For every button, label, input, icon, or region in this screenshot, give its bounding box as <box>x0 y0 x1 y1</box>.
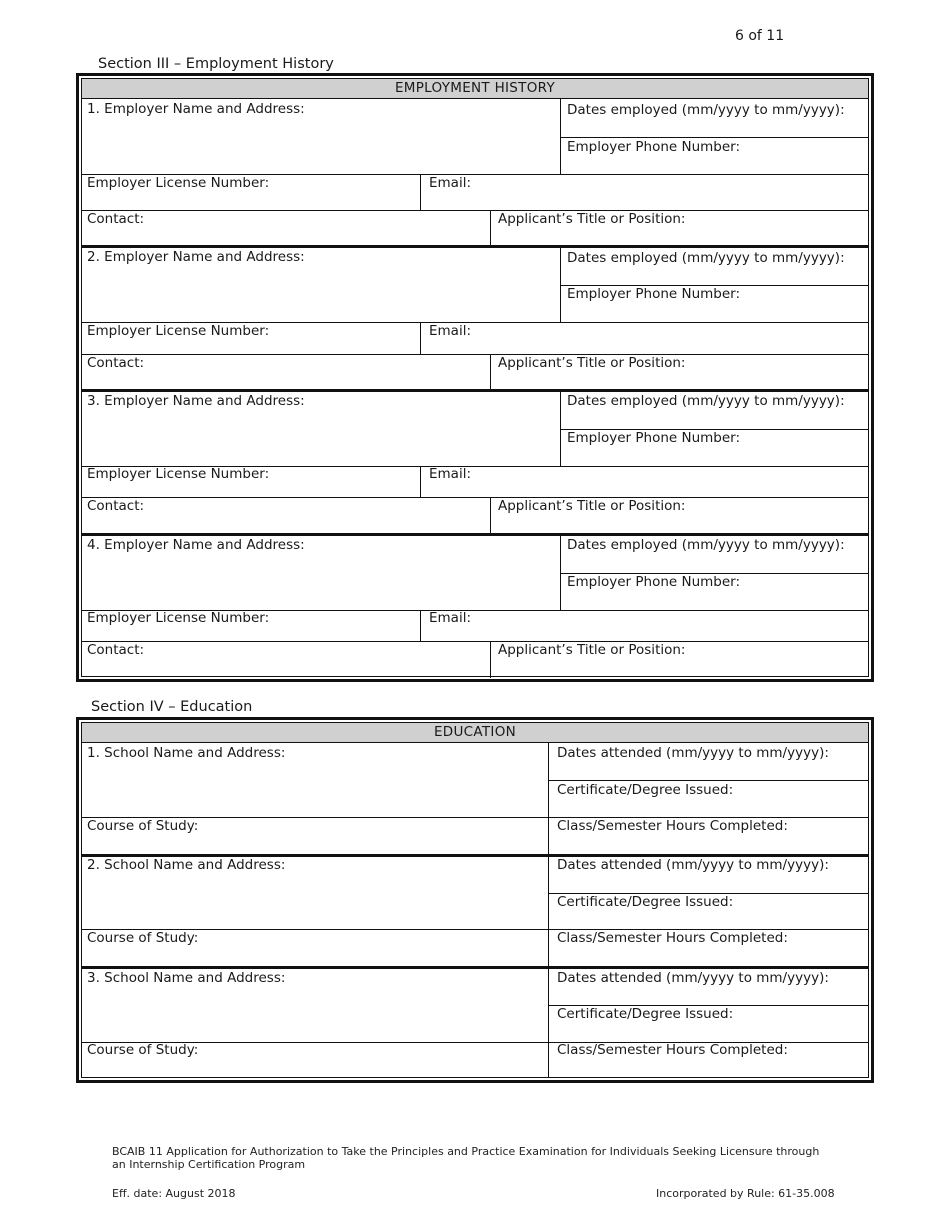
email-field[interactable] <box>424 466 824 483</box>
contact-label: Contact: <box>87 642 145 658</box>
semester-hours-field[interactable] <box>552 818 862 835</box>
semester-hours-field[interactable] <box>552 1042 862 1059</box>
education-section-title: Section IV – Education <box>91 699 253 715</box>
email-label: Email: <box>429 466 472 482</box>
course-of-study-field[interactable] <box>82 930 548 947</box>
applicant-title-field[interactable] <box>493 211 863 228</box>
dates-attended-label: Dates attended (mm/yyyy to mm/yyyy): <box>557 745 829 761</box>
employer-phone-field[interactable] <box>562 574 862 591</box>
employer-name-label: 4. Employer Name and Address: <box>87 537 305 553</box>
school-name-label: 2. School Name and Address: <box>87 857 286 873</box>
dates-attended-field[interactable] <box>552 857 862 874</box>
employer-phone-field[interactable] <box>562 139 862 156</box>
certificate-label: Certificate/Degree Issued: <box>557 1006 734 1022</box>
dates-employed-field[interactable] <box>562 250 862 267</box>
semester-hours-label: Class/Semester Hours Completed: <box>557 930 788 946</box>
dates-employed-label: Dates employed (mm/yyyy to mm/yyyy): <box>567 102 845 118</box>
employer-license-label: Employer License Number: <box>87 323 270 339</box>
dates-employed-field[interactable] <box>562 537 862 554</box>
dates-employed-field[interactable] <box>562 102 862 119</box>
semester-hours-field[interactable] <box>552 930 862 947</box>
applicant-title-label: Applicant’s Title or Position: <box>498 355 686 371</box>
employer-name-field[interactable] <box>82 249 560 266</box>
email-label: Email: <box>429 175 472 191</box>
certificate-label: Certificate/Degree Issued: <box>557 894 734 910</box>
dates-attended-field[interactable] <box>552 970 862 987</box>
school-name-field[interactable] <box>82 970 548 987</box>
course-of-study-label: Course of Study: <box>87 818 199 834</box>
applicant-title-field[interactable] <box>493 355 863 372</box>
certificate-label: Certificate/Degree Issued: <box>557 782 734 798</box>
employer-license-label: Employer License Number: <box>87 610 270 626</box>
employer-license-label: Employer License Number: <box>87 466 270 482</box>
education-table <box>76 717 874 1083</box>
employer-phone-field[interactable] <box>562 286 862 303</box>
email-label: Email: <box>429 323 472 339</box>
contact-label: Contact: <box>87 498 145 514</box>
school-name-label: 1. School Name and Address: <box>87 745 286 761</box>
employment-history-table <box>76 73 874 682</box>
email-field[interactable] <box>424 175 824 192</box>
semester-hours-label: Class/Semester Hours Completed: <box>557 818 788 834</box>
school-name-label: 3. School Name and Address: <box>87 970 286 986</box>
email-field[interactable] <box>424 610 824 627</box>
employer-phone-label: Employer Phone Number: <box>567 139 741 155</box>
incorporated-by-rule: Incorporated by Rule: 61-35.008 <box>656 1187 835 1200</box>
employer-license-field[interactable] <box>82 175 420 192</box>
effective-date: Eff. date: August 2018 <box>112 1187 236 1200</box>
employer-license-label: Employer License Number: <box>87 175 270 191</box>
dates-attended-field[interactable] <box>552 745 862 762</box>
email-field[interactable] <box>424 323 824 340</box>
form-title-line1: BCAIB 11 Application for Authorization to Take the Principles and Practice Examination for Individuals Seeking Licensure through <box>112 1145 820 1158</box>
page-number: 6 of 11 <box>735 28 785 44</box>
certificate-field[interactable] <box>552 894 862 911</box>
certificate-field[interactable] <box>552 782 862 799</box>
employer-phone-field[interactable] <box>562 430 862 447</box>
employer-license-field[interactable] <box>82 466 420 483</box>
employer-name-label: 3. Employer Name and Address: <box>87 393 305 409</box>
course-of-study-label: Course of Study: <box>87 1042 199 1058</box>
school-name-field[interactable] <box>82 857 548 874</box>
applicant-title-field[interactable] <box>493 642 863 659</box>
contact-field[interactable] <box>82 642 490 659</box>
contact-field[interactable] <box>82 355 490 372</box>
course-of-study-field[interactable] <box>82 818 548 835</box>
certificate-field[interactable] <box>552 1006 862 1023</box>
employment-history-header: EMPLOYMENT HISTORY <box>82 79 868 99</box>
employer-name-field[interactable] <box>82 537 560 554</box>
contact-label: Contact: <box>87 355 145 371</box>
form-title-footer <box>112 1145 852 1171</box>
employer-name-field[interactable] <box>82 101 560 118</box>
contact-field[interactable] <box>82 498 490 515</box>
school-name-field[interactable] <box>82 745 548 762</box>
email-label: Email: <box>429 610 472 626</box>
dates-employed-label: Dates employed (mm/yyyy to mm/yyyy): <box>567 250 845 266</box>
education-header: EDUCATION <box>82 723 868 743</box>
dates-attended-label: Dates attended (mm/yyyy to mm/yyyy): <box>557 857 829 873</box>
applicant-title-field[interactable] <box>493 498 863 515</box>
applicant-title-label: Applicant’s Title or Position: <box>498 642 686 658</box>
dates-employed-label: Dates employed (mm/yyyy to mm/yyyy): <box>567 537 845 553</box>
semester-hours-label: Class/Semester Hours Completed: <box>557 1042 788 1058</box>
dates-employed-field[interactable] <box>562 393 862 410</box>
applicant-title-label: Applicant’s Title or Position: <box>498 498 686 514</box>
employer-name-label: 2. Employer Name and Address: <box>87 249 305 265</box>
course-of-study-label: Course of Study: <box>87 930 199 946</box>
applicant-title-label: Applicant’s Title or Position: <box>498 211 686 227</box>
employer-name-field[interactable] <box>82 393 560 410</box>
employer-phone-label: Employer Phone Number: <box>567 574 741 590</box>
employer-phone-label: Employer Phone Number: <box>567 430 741 446</box>
course-of-study-field[interactable] <box>82 1042 548 1059</box>
form-title-line2: an Internship Certification Program <box>112 1158 306 1171</box>
employer-phone-label: Employer Phone Number: <box>567 286 741 302</box>
employer-name-label: 1. Employer Name and Address: <box>87 101 305 117</box>
dates-attended-label: Dates attended (mm/yyyy to mm/yyyy): <box>557 970 829 986</box>
employment-section-title: Section III – Employment History <box>98 56 334 72</box>
contact-field[interactable] <box>82 211 490 228</box>
employer-license-field[interactable] <box>82 610 420 627</box>
dates-employed-label: Dates employed (mm/yyyy to mm/yyyy): <box>567 393 845 409</box>
contact-label: Contact: <box>87 211 145 227</box>
employer-license-field[interactable] <box>82 323 420 340</box>
